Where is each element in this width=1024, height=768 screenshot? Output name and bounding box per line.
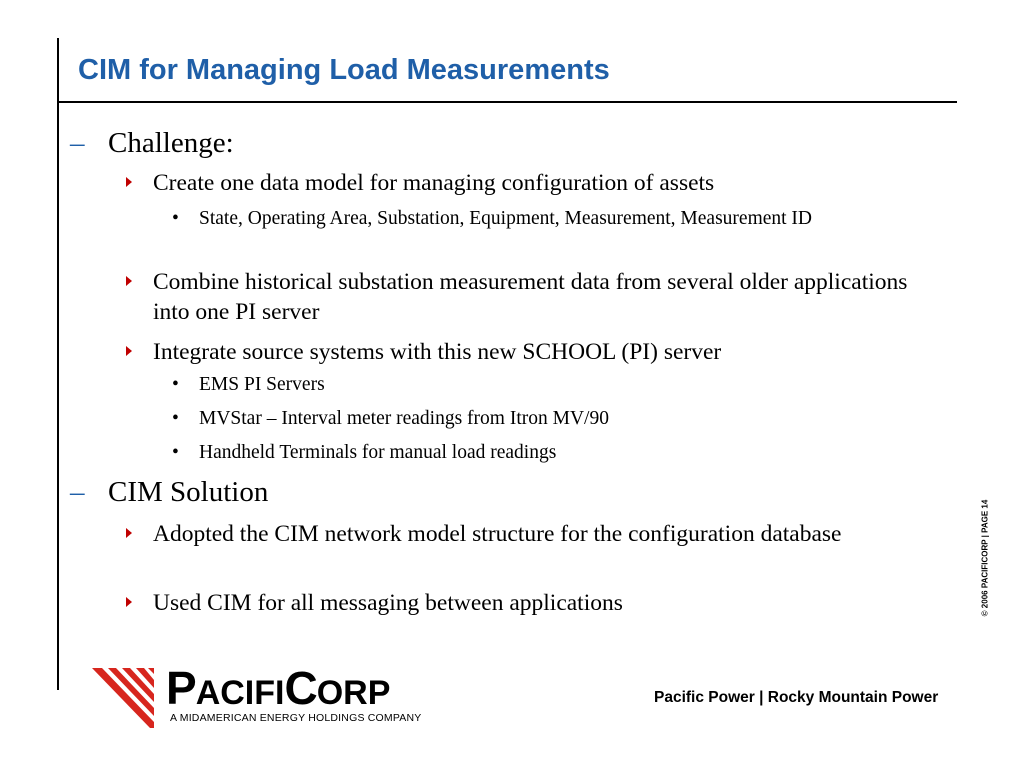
brand-names: Pacific Power | Rocky Mountain Power (654, 689, 939, 706)
dot-bullet: • (172, 374, 179, 395)
list-item-text: Integrate source systems with this new SCHOOL (PI) server (153, 339, 722, 365)
red-triangle-arrow-icon (126, 346, 132, 356)
sub-list-item-text: State, Operating Area, Substation, Equipment, Measurement, Measurement ID (199, 208, 813, 229)
list-item-text: Create one data model for managing configuration of assets (153, 170, 715, 196)
pacificorp-wordmark: PACIFICORP (166, 662, 391, 714)
section-label: Challenge: (108, 127, 234, 159)
slide-title: CIM for Managing Load Measurements (78, 54, 610, 86)
sub-list-item-text: EMS PI Servers (199, 374, 325, 395)
section-label: CIM Solution (108, 476, 269, 508)
sub-list-item-text: MVStar – Interval meter readings from Itron MV/90 (199, 408, 609, 429)
vertical-rule (57, 38, 59, 690)
pacificorp-stripes-logo-icon (92, 664, 172, 728)
list-item-text: Combine historical substation measurement data from several older applications into one PI server (153, 269, 908, 325)
logo-tagline: A MIDAMERICAN ENERGY HOLDINGS COMPANY (170, 712, 422, 724)
red-triangle-arrow-icon (126, 528, 132, 538)
dash-bullet: – (70, 476, 85, 508)
copyright-page-number: © 2006 PACIFICORP | PAGE 14 (980, 499, 990, 617)
red-triangle-arrow-icon (126, 597, 132, 607)
title-underline (57, 101, 957, 103)
red-triangle-arrow-icon (126, 177, 132, 187)
dot-bullet: • (172, 408, 179, 429)
dash-bullet: – (70, 127, 85, 159)
dot-bullet: • (172, 442, 179, 463)
sub-list-item-text: Handheld Terminals for manual load readings (199, 442, 557, 463)
list-item-text: Adopted the CIM network model structure for the configuration database (153, 521, 842, 547)
dot-bullet: • (172, 208, 179, 229)
red-triangle-arrow-icon (126, 276, 132, 286)
list-item-text: Used CIM for all messaging between applications (153, 590, 623, 616)
